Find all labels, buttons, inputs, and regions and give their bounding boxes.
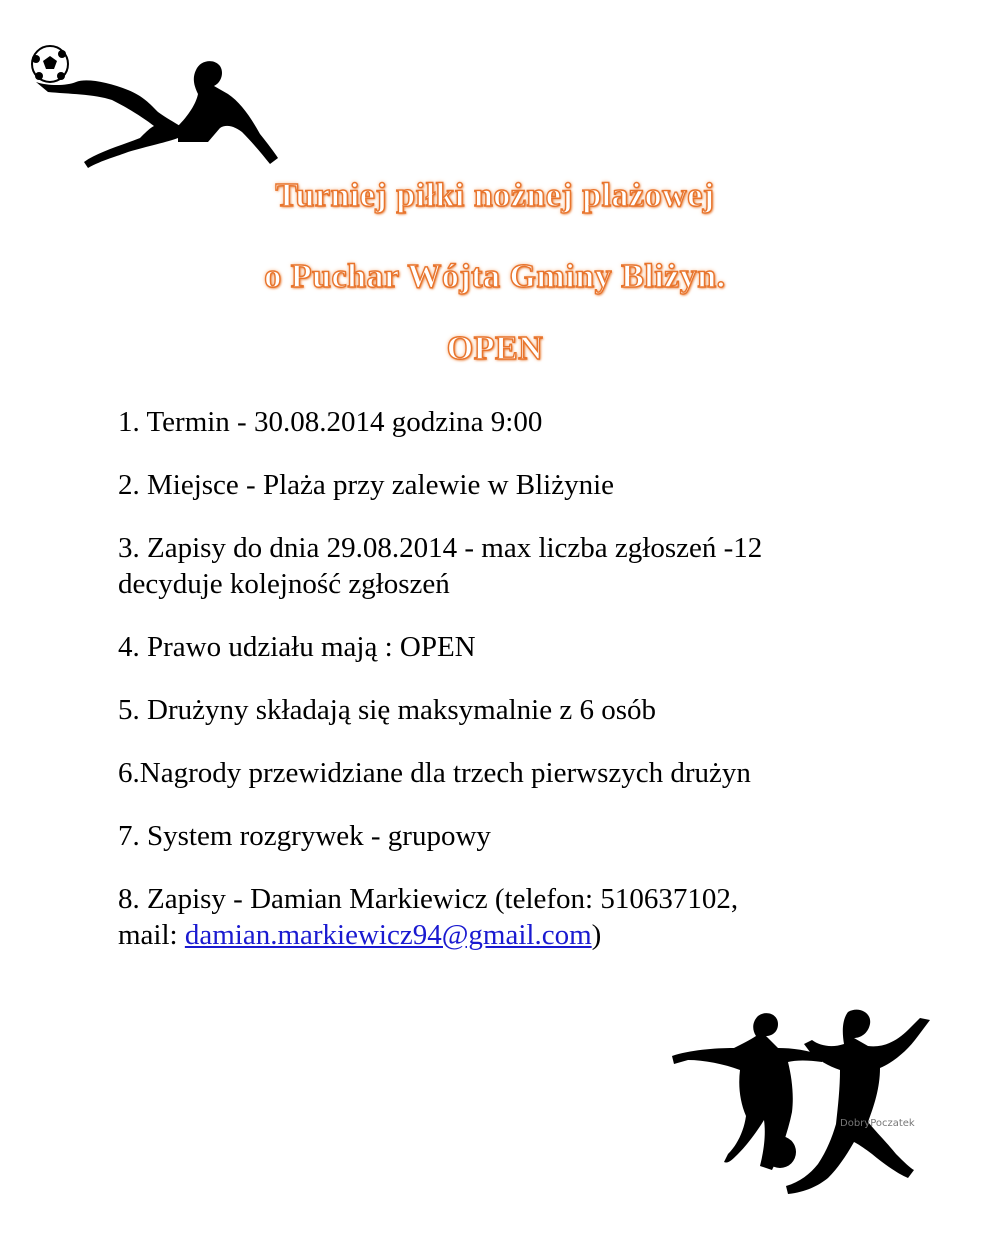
title-line-2: o Puchar Wójta Gminy Bliżyn.: [264, 258, 726, 295]
soccer-ball-icon: [32, 46, 68, 82]
closing-paren: ): [591, 919, 602, 951]
rule-item-8-line-1: 8. Zapisy - Damian Markiewicz (telefon: 510637102,: [118, 883, 739, 915]
rules-list: [118, 404, 918, 980]
rule-item-8: [118, 881, 918, 953]
rule-item-7: 7. System rozgrywek - grupowy: [118, 820, 491, 852]
rule-item-2: 2. Miejsce - Plaża przy zalewie w Bliżynie: [118, 469, 615, 501]
two-players-silhouette: [668, 1004, 968, 1204]
kicking-player-silhouette: [28, 42, 288, 177]
rule-item-3-line-2: decyduje kolejność zgłoszeń: [118, 568, 450, 600]
email-link[interactable]: damian.markiewicz94@gmail.com: [184, 919, 592, 951]
mail-prefix: mail:: [118, 919, 185, 951]
rule-item-3-line-1: 3. Zapisy do dnia 29.08.2014 - max liczba zgłoszeń -12: [118, 532, 763, 564]
rule-item-3: [118, 530, 918, 602]
rule-item-6: 6.Nagrody przewidziane dla trzech pierwszych drużyn: [118, 757, 751, 789]
rule-item-1: 1. Termin - 30.08.2014 godzina 9:00: [118, 406, 543, 438]
watermark: DobryPoczatek: [840, 1118, 915, 1129]
title-line-1: Turniej piłki nożnej plażowej: [275, 177, 715, 214]
title-line-3: OPEN: [446, 330, 544, 367]
rule-item-5: 5. Drużyny składają się maksymalnie z 6 osób: [118, 694, 656, 726]
rule-item-8-line-2: [118, 917, 918, 953]
rule-item-4: 4. Prawo udziału mają : OPEN: [118, 631, 476, 663]
